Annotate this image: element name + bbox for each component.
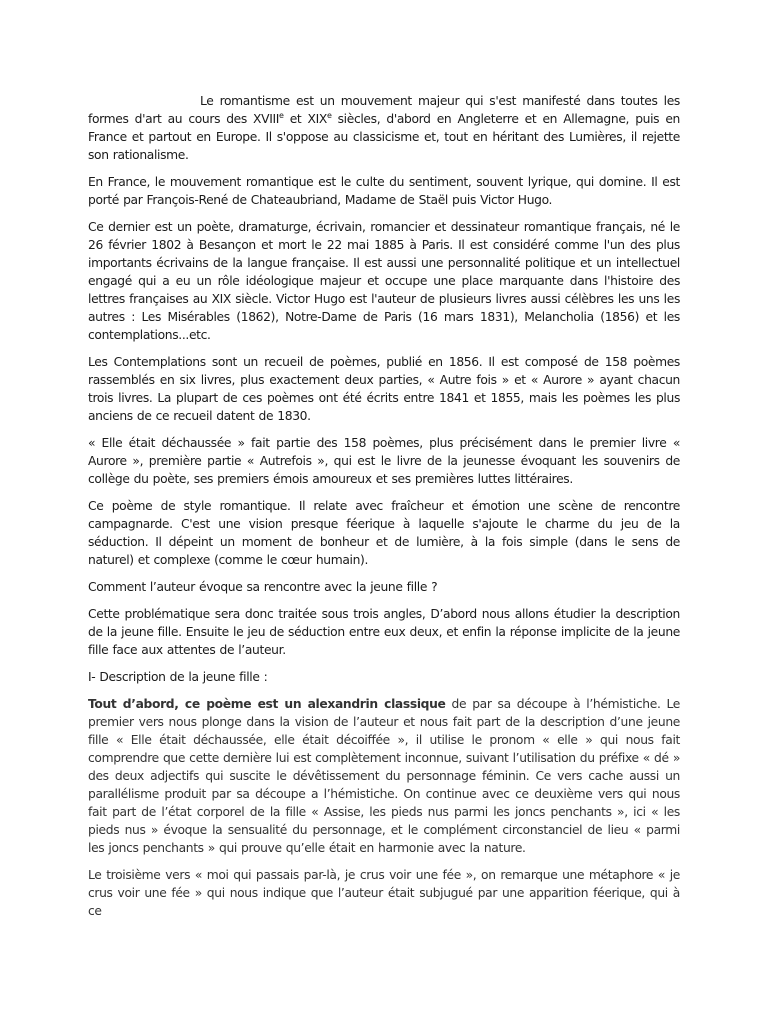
section-heading-description: I- Description de la jeune fille : [88, 670, 268, 684]
paragraph-elle-etait-dechaussee: « Elle était déchaussée » fait partie des 158 poèmes, plus précisément dans le premier livre « Aurore », première partie « Autrefois », qui est le livre de la jeunesse évoquant les souvenirs de collège du poète, ses premiers émois amoureux et ses premières luttes littéraires. [88, 436, 680, 486]
text-run: de par sa découpe à l’hémistiche. Le premier vers nous plonge dans la vision de l’auteur et nous fait part de la description d’une jeune fille « Elle était déchaussée, elle était décoiffée », il utilise le pronom « elle » qui nous fait comprendre que cette dernière lui est complètement inconnue, suivant l’utilisation du préfixe « dé » des deux adjectifs qui suscite le dévêtissement du personnage féminin. Ce vers cache aussi un parallélisme produit par sa découpe a l’hémistiche. On continue avec ce deuxième vers qui nous fait part de l’état corporel de la fille « Assise, les pieds nus parmi les joncs penchants », ici « les pieds nus » évoque la sensualité du personnage, et le complément circonstanciel de lieu « parmi les joncs penchants » qui prouve qu’elle était en harmonie avec la nature. [88, 697, 681, 855]
superscript: e [326, 110, 332, 120]
paragraph-intro-romantisme [88, 92, 680, 164]
text-run: siècles, d'abord en Angleterre et en Allemagne, puis en France et partout en Europe. Il s'oppose au classicisme et, tout en héritant des Lumières, il rejette son rationalisme. [88, 112, 680, 162]
text-run: et XIX [283, 112, 327, 126]
paragraph-contemplations: Les Contemplations sont un recueil de poèmes, publié en 1856. Il est composé de 158 poèmes rassemblés en six livres, plus exactement deux parties, « Autre fois » et « Aurore » ayant chacun trois livres. La plupart de ces poèmes ont été écrits entre 1841 et 1855, mais les poèmes les plus anciens de ce recueil datent de 1830. [88, 355, 680, 423]
paragraph-poeme-style: Ce poème de style romantique. Il relate avec fraîcheur et émotion une scène de rencontre campagnarde. C'est une vision presque féerique à laquelle s'ajoute le charme du jeu de la séduction. Il dépeint un moment de bonheur et de lumière, à la fois simple (dans le sens de naturel) et complexe (comme le cœur humain). [88, 499, 680, 567]
bold-lead: Tout d’abord, ce poème est un alexandrin classique [88, 697, 446, 711]
paragraph-problematique-plan: Cette problématique sera donc traitée sous trois angles, D’abord nous allons étudier la description de la jeune fille. Ensuite le jeu de séduction entre eux deux, et enfin la réponse implicite de la jeune fille face aux attentes de l’auteur. [88, 607, 680, 657]
paragraph-france: En France, le mouvement romantique est le culte du sentiment, souvent lyrique, qui domine. Il est porté par François-René de Chateaubriand, Madame de Staël puis Victor Hugo. [88, 175, 680, 207]
text-run: Le romantisme est un mouvement majeur qui s'est manifesté dans toutes les formes d'art au cours des XVIII [88, 94, 680, 126]
paragraph-victor-hugo: Ce dernier est un poète, dramaturge, écrivain, romancier et dessinateur romantique français, né le 26 février 1802 à Besançon et mort le 22 mai 1885 à Paris. Il est considéré comme l'un des plus importants écrivains de la langue française. Il est aussi une personnalité politique et un intellectuel engagé qui a eu un rôle idéologique majeur et occupe une place marquante dans l'histoire des lettres françaises au XIX siècle. Victor Hugo est l'auteur de plusieurs livres aussi célèbres les uns les autres : Les Misérables (1862), Notre-Dame de Paris (16 mars 1831), Melancholia (1856) et les contemplations...etc. [88, 220, 680, 342]
superscript: e [279, 110, 284, 120]
document-body [88, 92, 680, 929]
paragraph-troisieme-vers: Le troisième vers « moi qui passais par-là, je crus voir une fée », on remarque une métaphore « je crus voir une fée » qui nous indique que l’auteur était subjugué par une apparition féerique, qui à ce [88, 868, 680, 918]
paragraph-problematique-question: Comment l’auteur évoque sa rencontre avec la jeune fille ? [88, 580, 438, 594]
paragraph-analyse-vers [88, 695, 680, 857]
